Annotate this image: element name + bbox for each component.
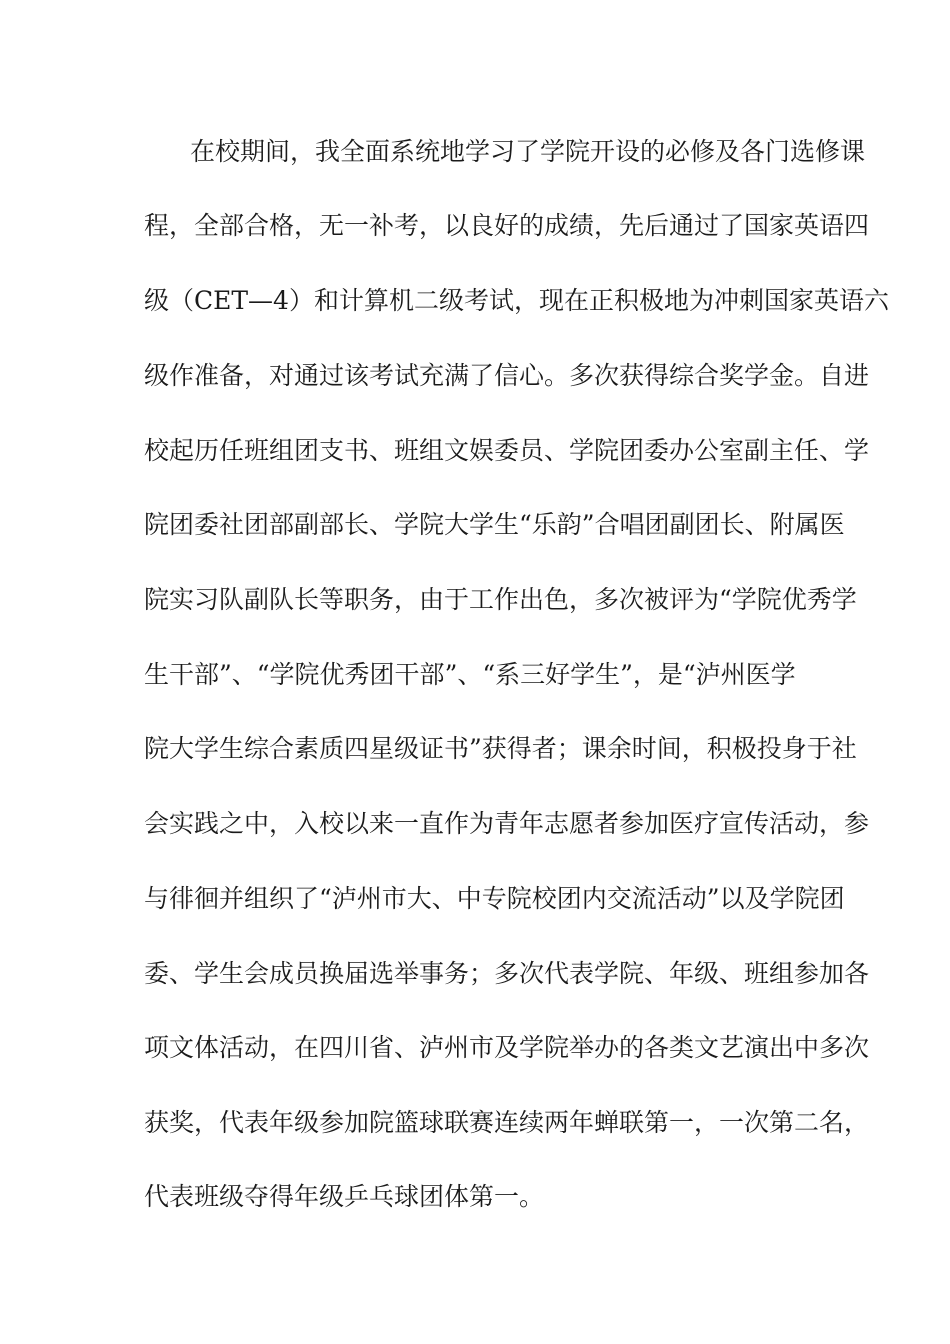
paragraph-line: 会实践之中，入校以来一直作为青年志愿者参加医疗宣传活动，参 xyxy=(144,809,870,838)
paragraph-line: 与徘徊并组织了“泸州市大、中专院校团内交流活动”以及学院团 xyxy=(144,884,845,913)
paragraph-line: 院团委社团部副部长、学院大学生“乐韵”合唱团副团长、附属医 xyxy=(144,510,845,539)
paragraph-line: 生干部”、“学院优秀团干部”、“系三好学生”，是“泸州医学 xyxy=(144,660,796,689)
paragraph-line: 在校期间，我全面系统地学习了学院开设的必修及各门选修课 xyxy=(190,137,866,166)
paragraph-line: 项文体活动，在四川省、泸州市及学院举办的各类文艺演出中多次 xyxy=(144,1033,870,1062)
paragraph-line: 委、学生会成员换届选举事务；多次代表学院、年级、班组参加各 xyxy=(144,959,870,988)
paragraph-line: 程，全部合格，无一补考，以良好的成绩，先后通过了国家英语四 xyxy=(144,211,870,240)
paragraph-line: 校起历任班组团支书、班组文娱委员、学院团委办公室副主任、学 xyxy=(144,436,870,465)
paragraph-line: 院实习队副队长等职务，由于工作出色，多次被评为“学院优秀学 xyxy=(144,585,857,614)
paragraph-line: 代表班级夺得年级乒乓球团体第一。 xyxy=(144,1182,545,1211)
paragraph-line: 院大学生综合素质四星级证书”获得者；课余时间，积极投身于社 xyxy=(144,734,857,763)
paragraph-line: 级（CET—4）和计算机二级考试，现在正积极地为冲刺国家英语六 xyxy=(144,286,889,315)
paragraph-line: 级作准备，对通过该考试充满了信心。多次获得综合奖学金。自进 xyxy=(144,361,870,390)
paragraph-line: 获奖，代表年级参加院篮球联赛连续两年蝉联第一，一次第二名， xyxy=(144,1108,870,1137)
